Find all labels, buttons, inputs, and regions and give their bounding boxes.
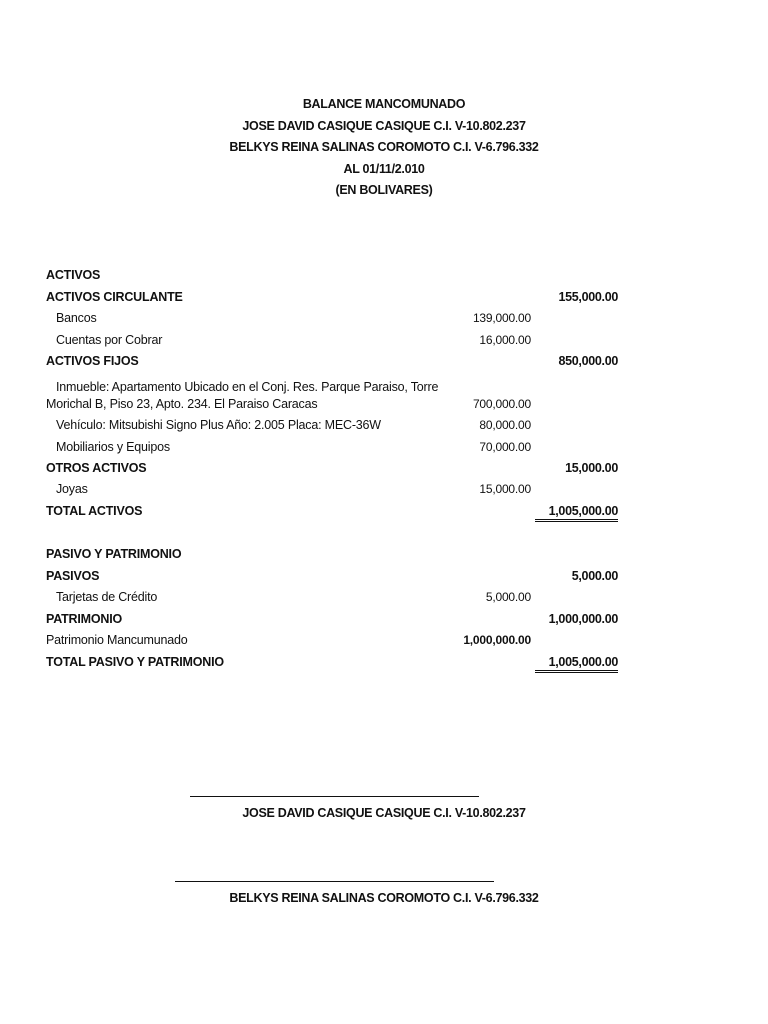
joyas-label: Joyas (56, 482, 88, 496)
owner-2: BELKYS REINA SALINAS COROMOTO C.I. V-6.796.332 (229, 140, 539, 154)
bancos-label: Bancos (56, 311, 97, 325)
document-date: AL 01/11/2.010 (343, 162, 425, 176)
cuentas-cobrar-label: Cuentas por Cobrar (56, 333, 163, 347)
pasivos-total: 5,000.00 (571, 569, 618, 583)
otros-activos-total: 15,000.00 (565, 461, 618, 475)
inmueble-line-2: Morichal B, Piso 23, Apto. 234. El Paraiso Caracas (46, 397, 318, 411)
inmueble-amount: 700,000.00 (472, 397, 531, 411)
document-title: BALANCE MANCOMUNADO (302, 97, 466, 111)
patrimonio-total: 1,000,000.00 (548, 612, 618, 626)
signature-name-1: JOSE DAVID CASIQUE CASIQUE C.I. V-10.802.237 (242, 806, 526, 820)
mobiliario-label: Mobiliarios y Equipos (56, 440, 170, 454)
tarjetas-amount: 5,000.00 (485, 590, 531, 604)
signature-line-2 (175, 881, 494, 882)
total-activos-amount: 1,005,000.00 (535, 504, 618, 522)
vehiculo-amount: 80,000.00 (479, 418, 531, 432)
signature-name-2: BELKYS REINA SALINAS COROMOTO C.I. V-6.796.332 (229, 891, 539, 905)
activos-fijos-total: 850,000.00 (558, 354, 618, 368)
patrimonio-label: PATRIMONIO (46, 612, 123, 626)
pasivos-label: PASIVOS (46, 569, 100, 583)
joyas-amount: 15,000.00 (479, 482, 531, 496)
total-activos-label: TOTAL ACTIVOS (46, 504, 143, 518)
activos-heading: ACTIVOS (46, 268, 101, 282)
inmueble-line-1: Inmueble: Apartamento Ubicado en el Conj. Res. Parque Paraiso, Torre (56, 380, 439, 394)
total-pasivo-patrimonio-label: TOTAL PASIVO Y PATRIMONIO (46, 655, 224, 669)
signature-line-1 (190, 796, 479, 797)
owner-1: JOSE DAVID CASIQUE CASIQUE C.I. V-10.802.237 (242, 119, 526, 133)
activos-fijos-label: ACTIVOS FIJOS (46, 354, 139, 368)
otros-activos-label: OTROS ACTIVOS (46, 461, 147, 475)
patrimonio-mancomunado-amount: 1,000,000.00 (463, 633, 531, 647)
vehiculo-label: Vehículo: Mitsubishi Signo Plus Año: 2.005 Placa: MEC-36W (56, 418, 381, 432)
cuentas-cobrar-amount: 16,000.00 (479, 333, 531, 347)
activos-circulante-label: ACTIVOS CIRCULANTE (46, 290, 183, 304)
currency-note: (EN BOLIVARES) (335, 183, 433, 197)
patrimonio-mancomunado-label: Patrimonio Mancumunado (46, 633, 188, 647)
activos-circulante-total: 155,000.00 (558, 290, 618, 304)
total-pasivo-patrimonio-amount: 1,005,000.00 (535, 655, 618, 673)
bancos-amount: 139,000.00 (472, 311, 531, 325)
pasivo-patrimonio-heading: PASIVO Y PATRIMONIO (46, 547, 182, 561)
mobiliario-amount: 70,000.00 (479, 440, 531, 454)
tarjetas-label: Tarjetas de Crédito (56, 590, 158, 604)
